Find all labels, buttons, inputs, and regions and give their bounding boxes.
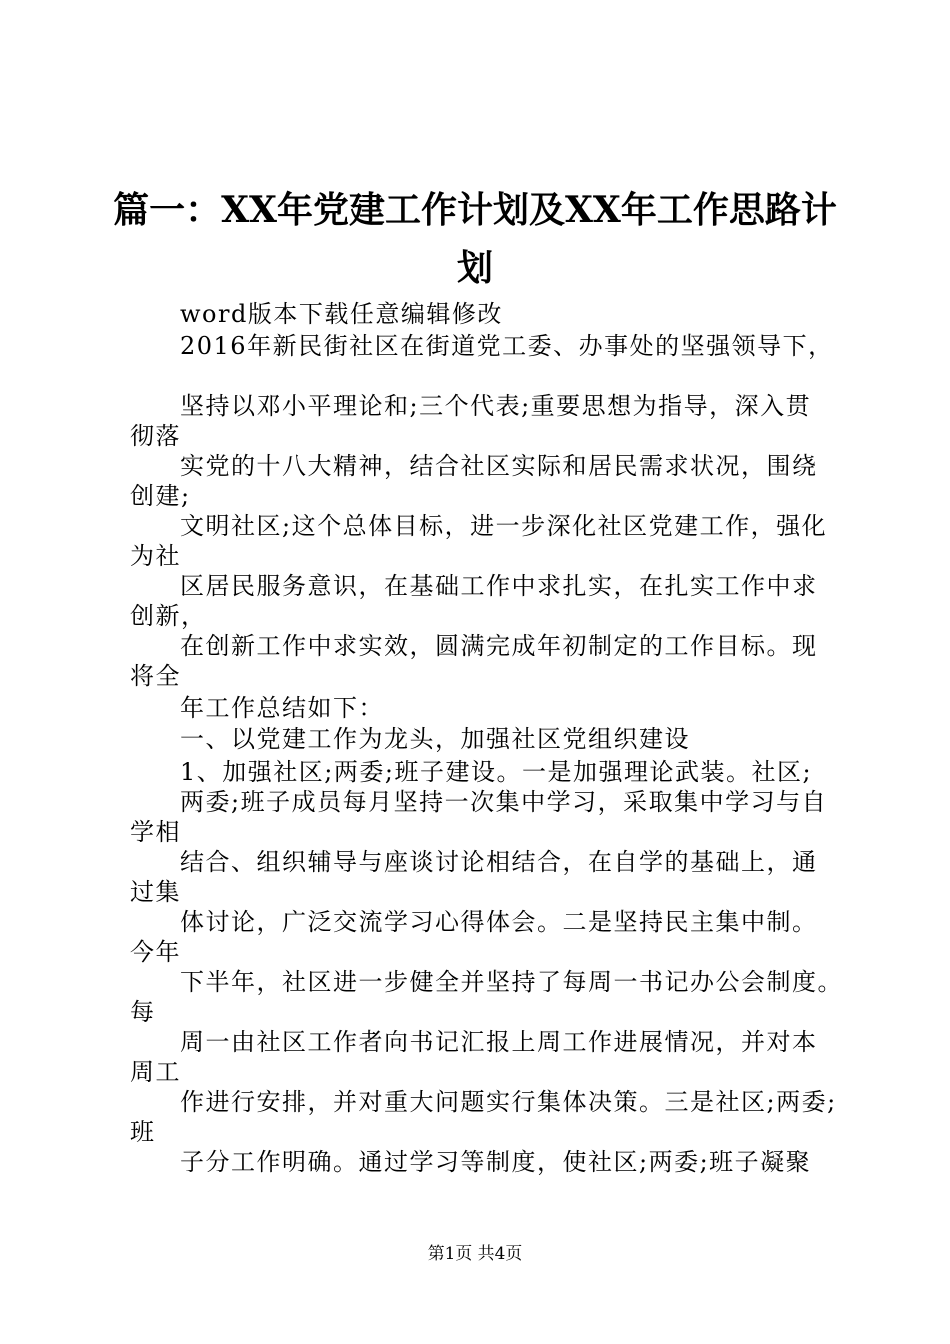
- body-line: 实党的十八大精神，结合社区实际和居民需求状况，围绕: [180, 452, 818, 480]
- body-line: 子分工作明确。通过学习等制度，使社区;两委;班子凝聚: [180, 1148, 812, 1176]
- body-line: 结合、组织辅导与座谈讨论相结合，在自学的基础上，通: [180, 848, 818, 876]
- body-line: 年工作总结如下：: [180, 694, 384, 722]
- body-line: 1、加强社区;两委;班子建设。一是加强理论武装。社区;: [180, 758, 813, 786]
- document-title-line-1: 篇一：XX年党建工作计划及XX年工作思路计: [113, 189, 837, 231]
- page-number-footer: 第1页 共4页: [427, 1244, 523, 1264]
- body-line: 文明社区;这个总体目标，进一步深化社区党建工作，强化: [180, 512, 828, 540]
- body-line: 过集: [130, 878, 181, 906]
- body-line: 两委;班子成员每月坚持一次集中学习，采取集中学习与自: [180, 788, 828, 816]
- body-line: 学相: [130, 818, 181, 846]
- body-line: 创建;: [130, 482, 191, 510]
- body-line: 每: [130, 998, 156, 1026]
- body-line: 周一由社区工作者向书记汇报上周工作进展情况，并对本: [180, 1028, 818, 1056]
- body-line: 今年: [130, 938, 181, 966]
- body-line: 体讨论，广泛交流学习心得体会。二是坚持民主集中制。: [180, 908, 818, 936]
- document-title-line-2: 划: [456, 247, 493, 289]
- body-line: 作进行安排，并对重大问题实行集体决策。三是社区;两委;: [180, 1088, 837, 1116]
- body-line: 在创新工作中求实效，圆满完成年初制定的工作目标。现: [180, 632, 818, 660]
- body-line: 彻落: [130, 422, 181, 450]
- body-line: 下半年，社区进一步健全并坚持了每周一书记办公会制度。: [180, 968, 843, 996]
- body-line: 一、以党建工作为龙头，加强社区党组织建设: [180, 725, 690, 753]
- body-line: 创新，: [130, 602, 207, 630]
- body-line: word版本下载任意编辑修改: [180, 300, 503, 328]
- body-line: 周工: [130, 1058, 181, 1086]
- body-line: 将全: [130, 662, 181, 690]
- body-line: 为社: [130, 542, 181, 570]
- body-line: 区居民服务意识，在基础工作中求扎实，在扎实工作中求: [180, 572, 818, 600]
- body-line: 2016年新民街社区在街道党工委、办事处的坚强领导下，: [180, 332, 834, 360]
- body-line: 坚持以邓小平理论和;三个代表;重要思想为指导，深入贯: [180, 392, 812, 420]
- body-line: 班: [130, 1118, 156, 1146]
